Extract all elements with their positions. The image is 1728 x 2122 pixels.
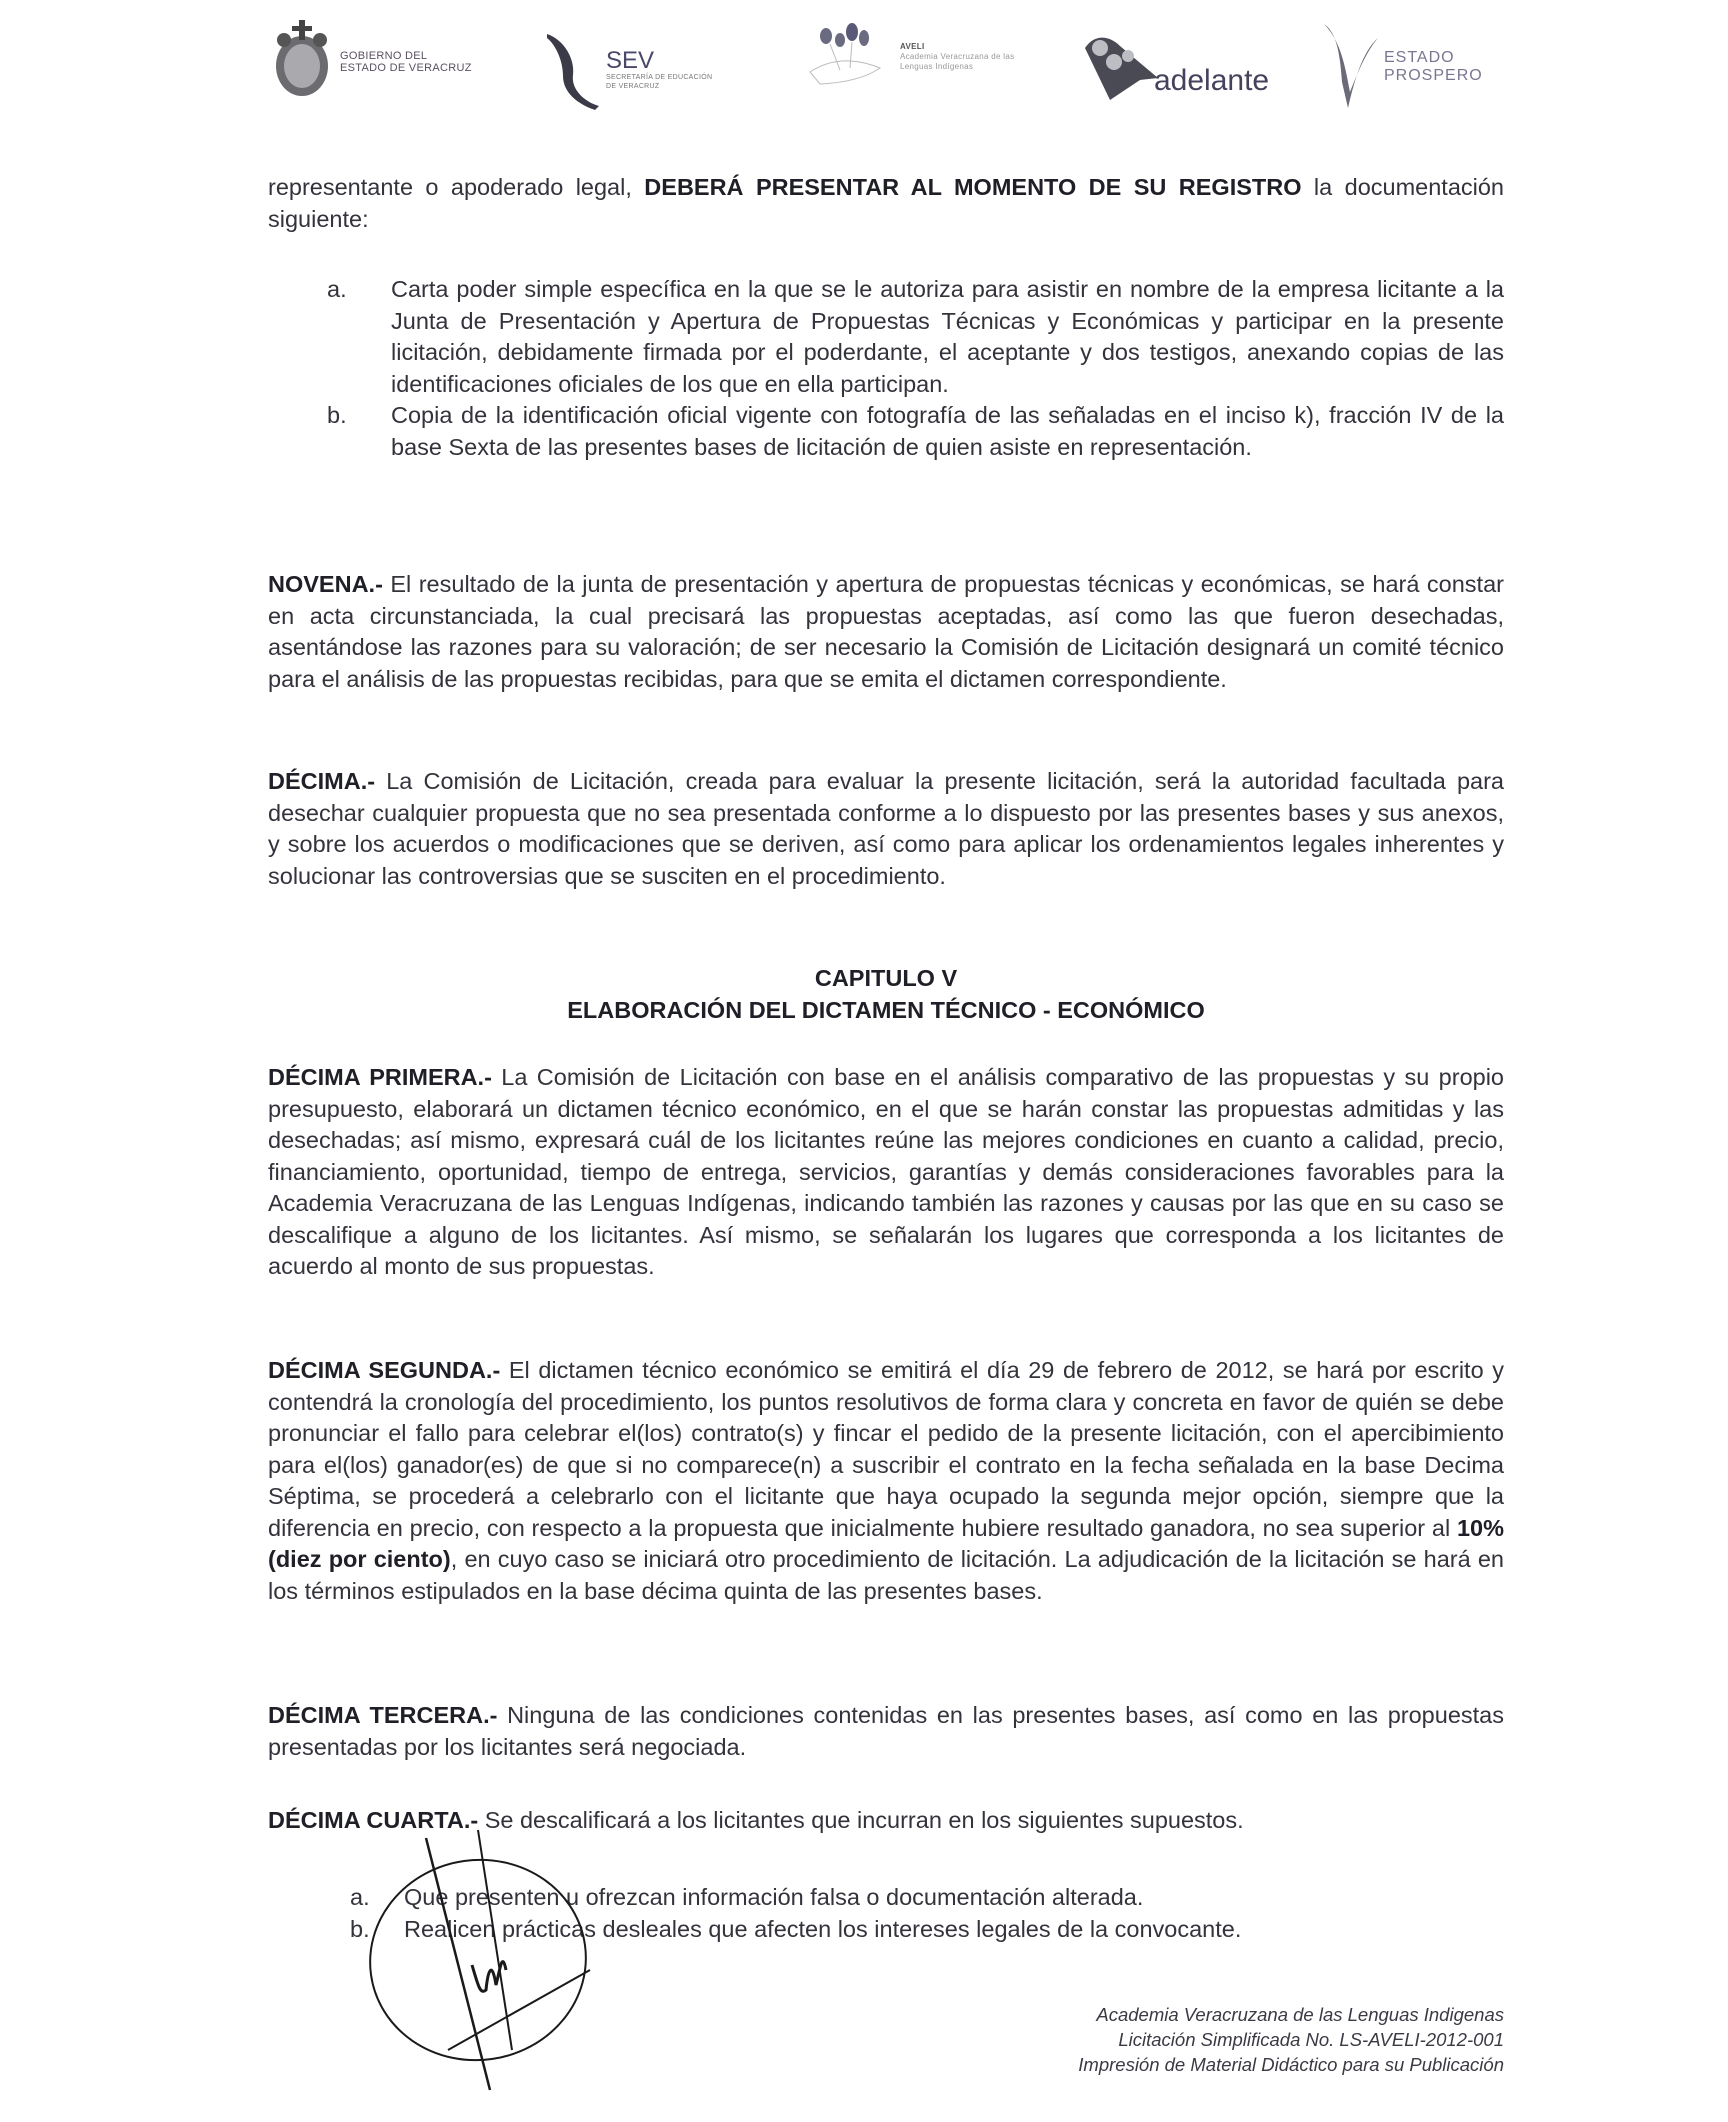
list-item-text: Carta poder simple específica en la que se le autoriza para asistir en nombre de la empresa licitante a la Junta de Presentación y Apertura de Propuestas Técnicas y Económicas y participar en la presente licitación, debidamente firmada por el poderdante, el aceptante y dos testigos, anexando copias de las identificaciones oficiales de los que en ella participan. xyxy=(391,276,1504,397)
logo-text-line: GOBIERNO DEL xyxy=(340,50,428,62)
logo-gobierno-veracruz xyxy=(272,18,472,100)
logo-sev xyxy=(545,30,712,110)
logo-text-line: Lenguas Indígenas xyxy=(900,62,974,71)
list-item-text: Realicen prácticas desleales que afecten los intereses legales de la convocante. xyxy=(404,1915,1242,1942)
coat-of-arms-icon xyxy=(272,18,332,100)
logo-text-line: SECRETARÍA DE EDUCACIÓN xyxy=(606,74,713,81)
clause-decima-primera xyxy=(268,1062,1504,1283)
clause-text: La Comisión de Licitación, creada para evaluar la presente licitación, será la autoridad facultada para desechar cualquier propuesta que no sea presentada conforme a lo dispuesto por las presentes bases y sus anexos, y sobre los acuerdos o modificaciones que se deriven, así como para aplicar los ordenamientos legales inherentes y solucionar las controversias que se susciten en el procedimiento. xyxy=(268,768,1504,889)
clause-label: DÉCIMA.- xyxy=(268,768,376,794)
clause-label: DÉCIMA TERCERA.- xyxy=(268,1702,498,1728)
handwritten-signature-icon xyxy=(360,1820,620,2120)
footer-line: Academia Veracruzana de las Lenguas Indigenas xyxy=(1096,2004,1504,2025)
clause-text: Se descalificará a los licitantes que incurran en los siguientes supuestos. xyxy=(478,1807,1244,1833)
chapter-title: ELABORACIÓN DEL DICTAMEN TÉCNICO - ECONÓMICO xyxy=(567,997,1205,1023)
document-footer xyxy=(1078,2002,1504,2077)
intro-paragraph xyxy=(268,172,1504,235)
intro-text: representante o apoderado legal, xyxy=(268,174,645,200)
clause-label: DÉCIMA CUARTA.- xyxy=(268,1807,479,1833)
intro-bold-text: DEBERÁ PRESENTAR AL MOMENTO DE SU REGISTRO xyxy=(644,174,1302,200)
clause-bold-text: 10% (diez por ciento) xyxy=(268,1514,1504,1572)
logo-title: SEV xyxy=(606,47,655,74)
clause-decima-segunda xyxy=(268,1355,1504,1607)
logo-title: AVELI xyxy=(900,42,925,51)
people-logo-icon xyxy=(1080,28,1160,103)
v-logo-icon xyxy=(1320,22,1380,112)
clause-text: El dictamen técnico económico se emitirá el día 29 de febrero de 2012, se hará por escrito y contendrá la cronología del procedimiento, los puntos resolutivos de forma clara y concreta en favor de quién se debe pronunciar el fallo para celebrar el(los) contrato(s) y fincar el pedido de la presente licitación, con el apercibimiento para el(los) ganador(es) de que si no comparece(n) a suscribir el contrato en la fecha señalada en la base Decima Séptima, se procederá a celebrarlo con el licitante que haya ocupado la segunda mejor opción, siempre que la diferencia en precio, con respecto a la propuesta que inicialmente hubiere resultado ganadora, no sea superior al xyxy=(268,1357,1504,1541)
clause-decima-tercera xyxy=(268,1700,1504,1763)
page-header xyxy=(0,0,1728,140)
intro-requirements-list xyxy=(327,274,1504,463)
clause-text: La Comisión de Licitación con base en el análisis comparativo de las propuestas y su propio presupuesto, elaborará un dictamen técnico económico, en el que se harán constar las propuestas admitidas y las desechadas; así mismo, expresará cuál de los licitantes reúne las mejores condiciones en cuanto a calidad, precio, financiamiento, oportunidad, tiempo de entrega, servicios, garantías y demás consideraciones favorables para la Academia Veracruzana de las Lenguas Indígenas, indicando también las razones y causas por las que en su caso se descalifique a alguno de los licitantes. Así mismo, se señalarán los lugares que corresponda a los licitantes de acuerdo al monto de sus propuestas. xyxy=(268,1064,1505,1279)
clause-text: , en cuyo caso se iniciará otro procedimiento de licitación. La adjudicación de la licitación se hará en los términos estipulados en la base décima quinta de las presentes bases. xyxy=(268,1546,1504,1604)
logo-text-line: Academia Veracruzana de las xyxy=(900,52,1015,61)
list-item xyxy=(327,274,1504,400)
footer-line: Licitación Simplificada No. LS-AVELI-2012-001 xyxy=(1118,2029,1504,2050)
list-item-text: Que presenten u ofrezcan información falsa o documentación alterada. xyxy=(404,1884,1144,1910)
list-item-text: Copia de la identificación oficial vigente con fotografía de las señaladas en el inciso k), fracción IV de la base Sexta de las presentes bases de licitación de quien asiste en representación. xyxy=(391,402,1504,460)
logo-text-line: ESTADO xyxy=(1384,49,1455,66)
logo-adelante xyxy=(1080,28,1269,103)
clause-novena xyxy=(268,569,1504,695)
logo-estado-prospero xyxy=(1320,22,1483,112)
chapter-heading xyxy=(268,962,1504,1026)
list-marker: a. xyxy=(327,276,347,302)
clause-text: El resultado de la junta de presentación y apertura de propuestas técnicas y económicas, se hará constar en acta circunstanciada, la cual precisará las propuestas aceptadas, así como las que fueron desechadas, asentándose las razones para su valoración; de ser necesario la Comisión de Licitación designará un comité técnico para el análisis de las propuestas recibidas, para que se emita el dictamen correspondiente. xyxy=(268,571,1504,692)
logo-text-line: PROSPERO xyxy=(1384,67,1483,84)
clause-decima xyxy=(268,766,1504,892)
logo-text-line: ESTADO DE VERACRUZ xyxy=(340,62,472,74)
clause-label: DÉCIMA PRIMERA.- xyxy=(268,1064,492,1090)
logo-aveli xyxy=(800,22,1014,92)
hand-logo-icon xyxy=(800,22,896,92)
logo-text-line: DE VERACRUZ xyxy=(606,83,660,90)
clause-label: DÉCIMA SEGUNDA.- xyxy=(268,1357,501,1383)
clause-text: Ninguna de las condiciones contenidas en las presentes bases, así como en las propuestas presentadas por los licitantes será negociada. xyxy=(268,1702,1504,1760)
sev-wave-icon xyxy=(545,30,600,110)
chapter-number: CAPITULO V xyxy=(814,965,958,991)
footer-line: Impresión de Material Didáctico para su Publicación xyxy=(1078,2054,1504,2075)
list-marker: b. xyxy=(327,402,347,428)
list-marker: a. xyxy=(350,1884,370,1910)
logo-title: adelante xyxy=(1154,63,1270,97)
clause-label: NOVENA.- xyxy=(268,571,383,597)
list-item xyxy=(327,400,1504,463)
intro-text: la documentación siguiente: xyxy=(268,174,1505,232)
list-marker: b. xyxy=(350,1915,370,1942)
